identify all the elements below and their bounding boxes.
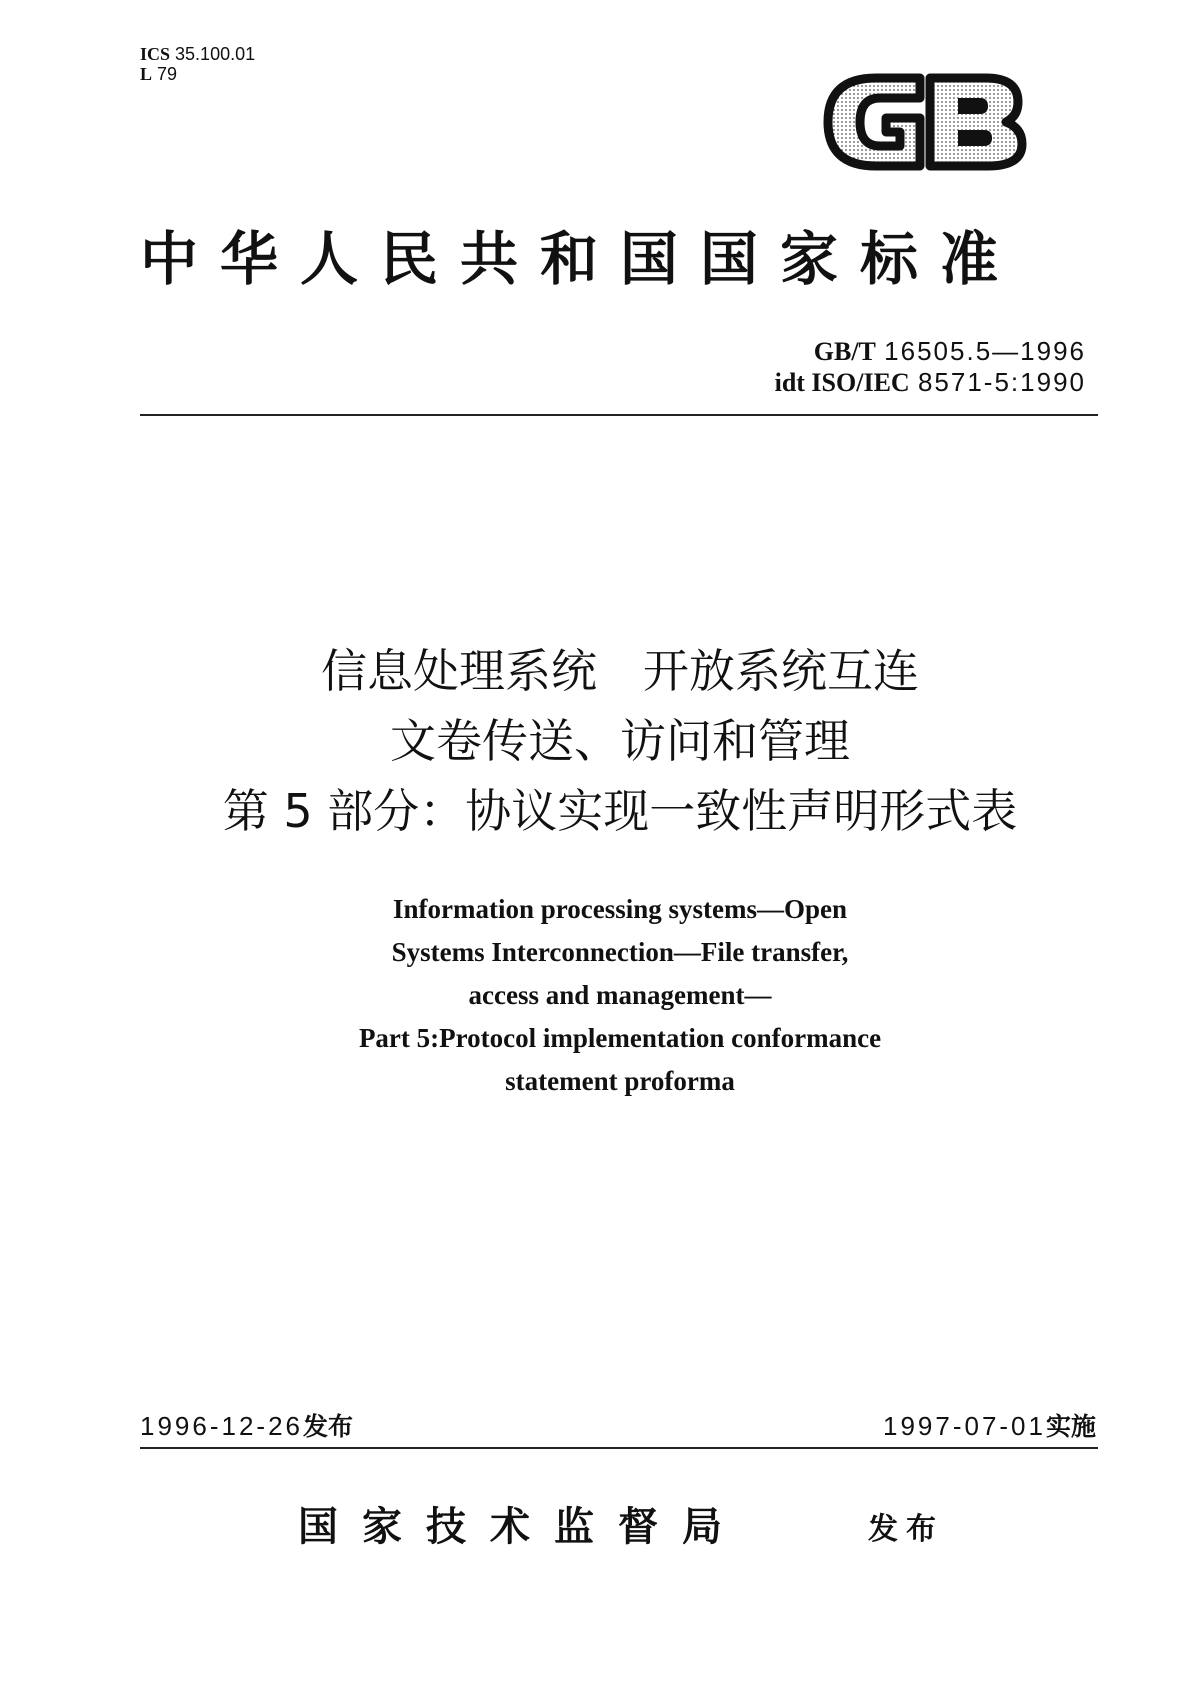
national-standard-heading: 中华人民共和国国家标准 <box>140 225 1021 293</box>
footer-divider <box>140 1447 1098 1449</box>
english-title-line-2: Systems Interconnection—File transfer, <box>391 937 849 967</box>
english-title-line-4: Part 5:Protocol implementation conformance <box>358 1023 882 1053</box>
english-title-line-5: statement proforma <box>505 1066 735 1096</box>
english-title-line-1: Information processing systems—Open <box>392 894 848 924</box>
ccs-label: L <box>140 64 153 84</box>
implement-date-suffix: 实施 <box>1045 1412 1096 1441</box>
header-divider <box>140 414 1098 416</box>
chinese-title-line-1: 信息处理系统 开放系统互连 <box>321 644 919 698</box>
ics-code-value: 35.100.01 <box>175 44 256 64</box>
standard-numbers <box>775 336 1086 398</box>
issue-date <box>140 1410 353 1443</box>
ccs-code <box>140 64 255 84</box>
implement-date-value: 1997-07-01 <box>882 1411 1046 1441</box>
issuing-authority: 国家技术监督局 <box>298 1503 746 1550</box>
implement-date <box>883 1410 1096 1443</box>
ics-code <box>140 44 255 64</box>
gb-logo <box>820 64 1030 180</box>
ccs-code-value: 79 <box>157 64 178 84</box>
idt-standard-number <box>775 367 1086 398</box>
english-title-line-3: access and management— <box>468 980 772 1010</box>
classification-codes <box>140 44 255 84</box>
gb-number: 16505.5—1996 <box>884 336 1086 366</box>
issue-date-suffix: 发布 <box>303 1412 354 1441</box>
gb-standard-number <box>775 336 1086 367</box>
english-title <box>140 888 1100 1103</box>
chinese-title-line-2: 文卷传送、访问和管理 <box>390 714 850 768</box>
ics-label: ICS <box>140 44 171 64</box>
idt-prefix: idt ISO/IEC <box>774 368 910 397</box>
idt-number: 8571-5:1990 <box>917 367 1086 397</box>
gb-prefix: GB/T <box>813 337 876 366</box>
chinese-title-line-3: 第 5 部分：协议实现一致性声明形式表 <box>222 784 1018 838</box>
chinese-title <box>100 636 1140 846</box>
issue-date-value: 1996-12-26 <box>140 1411 303 1441</box>
issue-label: 发布 <box>868 1512 944 1547</box>
